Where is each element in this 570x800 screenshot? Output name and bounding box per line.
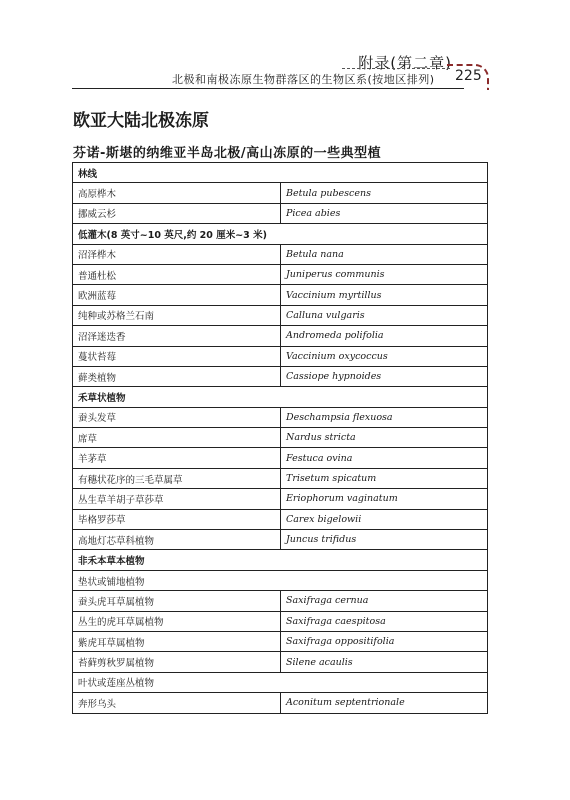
table-row	[73, 591, 488, 611]
table-row	[73, 693, 488, 713]
common-name-cell: 毕格罗莎草	[73, 509, 281, 529]
latin-name-cell: Calluna vulgaris	[281, 305, 488, 325]
table-row	[73, 428, 488, 448]
chapter-label: 附录(第二章)	[358, 54, 452, 72]
plant-table-body	[73, 163, 488, 714]
group-label: 叶状或莲座丛植物	[73, 672, 488, 692]
latin-name-cell: Saxifraga cernua	[281, 591, 488, 611]
table-row	[73, 326, 488, 346]
table-row	[73, 244, 488, 264]
group-label: 林线	[73, 163, 488, 183]
common-name-cell: 欧洲蓝莓	[73, 285, 281, 305]
latin-name-cell: Picea abies	[281, 203, 488, 223]
latin-name-cell: Juniperus communis	[281, 264, 488, 284]
latin-name-cell: Saxifraga caespitosa	[281, 611, 488, 631]
table-group-row	[73, 387, 488, 407]
page-number: 225	[455, 68, 482, 84]
common-name-cell: 高原桦木	[73, 183, 281, 203]
latin-name-cell: Silene acaulis	[281, 652, 488, 672]
latin-name-cell: Betula pubescens	[281, 183, 488, 203]
latin-name-cell: Nardus stricta	[281, 428, 488, 448]
common-name-cell: 沼泽迷迭香	[73, 326, 281, 346]
page-number-badge	[447, 64, 489, 90]
table-row	[73, 489, 488, 509]
common-name-cell: 苔藓剪秋罗属植物	[73, 652, 281, 672]
table-group-row	[73, 163, 488, 183]
group-label: 禾草状植物	[73, 387, 488, 407]
table-caption: 芬诺-斯堪的纳维亚半岛北极/高山冻原的一些典型植	[73, 146, 382, 161]
common-name-cell: 挪威云杉	[73, 203, 281, 223]
group-label: 低灌木(8 英寸~10 英尺,约 20 厘米~3 米)	[73, 224, 488, 244]
common-name-cell: 高地灯芯草科植物	[73, 530, 281, 550]
header-rule	[72, 88, 464, 89]
common-name-cell: 羊茅草	[73, 448, 281, 468]
latin-name-cell: Andromeda polifolia	[281, 326, 488, 346]
section-title: 欧亚大陆北极冻原	[73, 111, 209, 131]
group-label: 非禾本草本植物	[73, 550, 488, 570]
table-row	[73, 631, 488, 651]
table-row	[73, 346, 488, 366]
table-row	[73, 305, 488, 325]
header-dashed-rule	[342, 68, 450, 69]
table-row	[73, 285, 488, 305]
table-row	[73, 509, 488, 529]
table-row	[73, 183, 488, 203]
latin-name-cell: Saxifraga oppositifolia	[281, 631, 488, 651]
latin-name-cell: Deschampsia flexuosa	[281, 407, 488, 427]
latin-name-cell: Aconitum septentrionale	[281, 693, 488, 713]
common-name-cell: 蚕头发草	[73, 407, 281, 427]
latin-name-cell: Cassiope hypnoides	[281, 366, 488, 386]
group-label: 垫状或铺地植物	[73, 570, 488, 590]
common-name-cell: 纯种或苏格兰石南	[73, 305, 281, 325]
table-row	[73, 448, 488, 468]
common-name-cell: 奔形乌头	[73, 693, 281, 713]
table-row	[73, 611, 488, 631]
plant-table	[72, 162, 488, 714]
latin-name-cell: Betula nana	[281, 244, 488, 264]
common-name-cell: 蚕头虎耳草属植物	[73, 591, 281, 611]
table-row	[73, 530, 488, 550]
latin-name-cell: Carex bigelowii	[281, 509, 488, 529]
latin-name-cell: Vaccinium myrtillus	[281, 285, 488, 305]
table-row	[73, 264, 488, 284]
table-row	[73, 468, 488, 488]
latin-name-cell: Trisetum spicatum	[281, 468, 488, 488]
table-row	[73, 652, 488, 672]
common-name-cell: 普通杜松	[73, 264, 281, 284]
common-name-cell: 紫虎耳草属植物	[73, 631, 281, 651]
common-name-cell: 有穗状花序的三毛草属草	[73, 468, 281, 488]
common-name-cell: 藓类植物	[73, 366, 281, 386]
common-name-cell: 丛生的虎耳草属植物	[73, 611, 281, 631]
table-group-row	[73, 550, 488, 570]
common-name-cell: 蔓状苔莓	[73, 346, 281, 366]
table-row	[73, 407, 488, 427]
common-name-cell: 席草	[73, 428, 281, 448]
latin-name-cell: Vaccinium oxycoccus	[281, 346, 488, 366]
table-group-row	[73, 224, 488, 244]
latin-name-cell: Festuca ovina	[281, 448, 488, 468]
table-row	[73, 366, 488, 386]
running-header-subtitle: 北极和南极冻原生物群落区的生物区系(按地区排列)	[172, 73, 435, 86]
table-row	[73, 203, 488, 223]
latin-name-cell: Juncus trifidus	[281, 530, 488, 550]
common-name-cell: 沼泽桦木	[73, 244, 281, 264]
common-name-cell: 丛生草羊胡子草莎草	[73, 489, 281, 509]
table-subgroup-row	[73, 570, 488, 590]
latin-name-cell: Eriophorum vaginatum	[281, 489, 488, 509]
table-subgroup-row	[73, 672, 488, 692]
